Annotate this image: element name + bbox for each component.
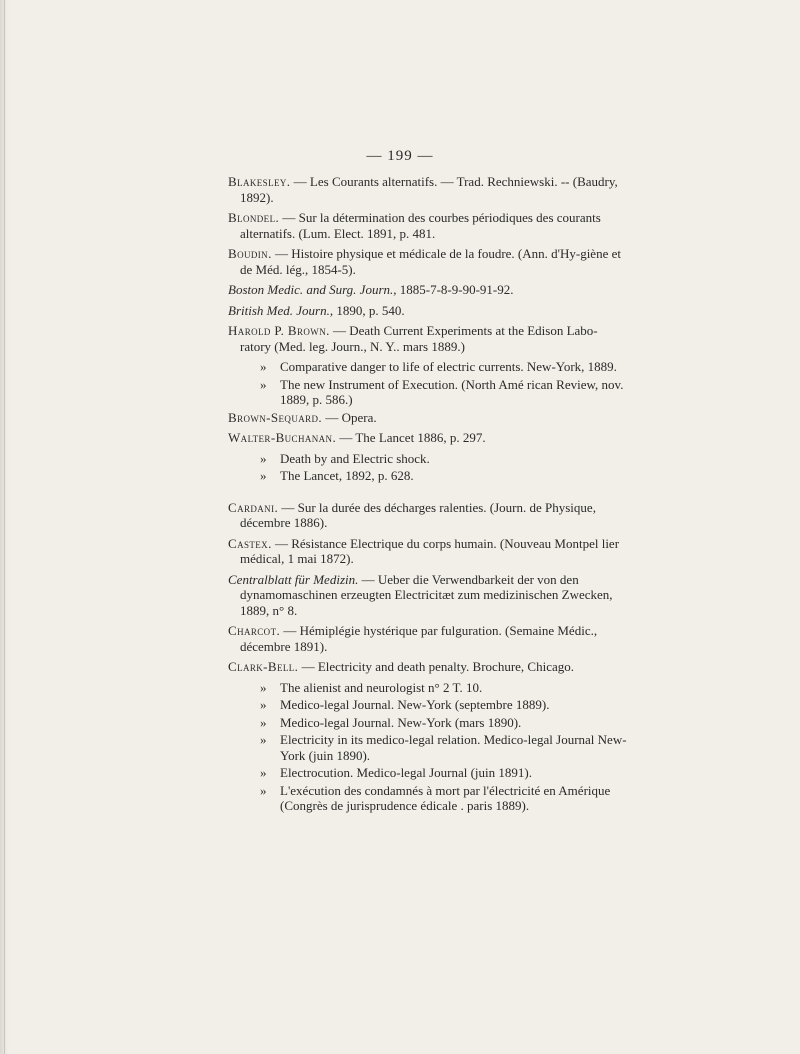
entry-author: Walter-Buchanan. <box>228 430 337 445</box>
ditto-mark: » <box>260 450 267 466</box>
entry-text: — The Lancet 1886, p. 297. <box>336 430 486 445</box>
ditto-mark: » <box>260 732 267 747</box>
sub-entry <box>260 451 628 467</box>
sub-entry <box>260 359 628 375</box>
bibliography-entry <box>228 323 628 354</box>
bibliography-entry <box>228 303 628 319</box>
ditto-mark: » <box>260 782 267 798</box>
entry-text: 1885-7-8-9-90-91-92. <box>396 282 514 297</box>
sub-entry <box>260 765 628 781</box>
sub-entry <box>260 732 628 763</box>
sub-entry-text: Electrocution. Medico-legal Journal (juin 1891). <box>280 765 532 780</box>
page-number: — 199 — <box>366 148 434 164</box>
bibliography-entry <box>228 410 628 426</box>
entry-author: Blakesley. <box>228 174 291 189</box>
entry-text: — Opera. <box>322 409 377 425</box>
bibliography-entry <box>228 282 628 298</box>
sub-entry-text: Medico-legal Journal. New-York (mars 1890). <box>280 714 522 730</box>
sub-entry <box>260 468 628 484</box>
entry-text: — Résistance Electrique du corps humain. (Nouveau Montpel lier médical, 1 mai 1872). <box>240 535 620 566</box>
entry-author: Charcot. <box>228 623 281 638</box>
ditto-mark: » <box>260 376 267 392</box>
sub-entry-text: Medico-legal Journal. New-York (septembre 1889). <box>280 697 550 712</box>
bibliography-entry <box>228 572 628 619</box>
bibliography-entry <box>228 536 628 567</box>
sub-entry-text: L'exécution des condamnés à mort par l'électricité en Amérique (Congrès de jurisprudence édicale . paris 1889). <box>280 782 611 813</box>
entry-journal: British Med. Journ., <box>228 302 334 318</box>
sub-entry <box>260 715 628 731</box>
entry-author: Castex. <box>228 535 272 551</box>
entry-author: Blondel. <box>228 210 280 225</box>
ditto-mark: » <box>260 714 267 730</box>
sub-entry <box>260 783 628 814</box>
sub-entry-text: The Lancet, 1892, p. 628. <box>280 468 414 483</box>
ditto-mark: » <box>260 359 267 374</box>
entry-text: 1890, p. 540. <box>333 302 405 318</box>
entry-author: Brown-Sequard. <box>228 409 323 425</box>
entry-text: — Sur la durée des décharges ralenties. (Journ. de Physique, décembre 1886). <box>240 499 596 530</box>
bibliography-entry <box>228 210 628 241</box>
entry-author: Harold P. Brown. <box>228 323 330 338</box>
entry-text: — Death Current Experiments at the Edison Labo-ratory (Med. leg. Journ., N. Y.. mars 1889.) <box>240 323 598 354</box>
ditto-mark: » <box>260 468 267 483</box>
sub-entry <box>260 377 628 408</box>
sub-entry <box>260 680 628 696</box>
bibliography-entry <box>228 623 628 654</box>
sub-entry-text: The new Instrument of Execution. (North Amé rican Review, nov. 1889, p. 586.) <box>280 376 624 407</box>
entry-text: — Histoire physique et médicale de la foudre. (Ann. d'Hy-giène et de Méd. lég., 1854-5). <box>240 246 621 277</box>
ditto-mark: » <box>260 765 267 780</box>
bibliography-list <box>228 174 628 816</box>
bibliography-entry <box>228 430 628 446</box>
bibliography-entry <box>228 659 628 675</box>
sub-entry-text: Death by and Electric shock. <box>280 450 430 466</box>
entry-journal: Boston Medic. and Surg. Journ., <box>228 282 397 297</box>
entry-author: Boudin. <box>228 246 272 261</box>
bibliography-entry <box>228 500 628 531</box>
entry-journal: Centralblatt für Medizin. <box>228 571 359 587</box>
entry-text: — Sur la détermination des courbes périodiques des courants alternatifs. (Lum. Elect. 1891, p. 481. <box>240 210 601 241</box>
bibliography-entry <box>228 246 628 277</box>
entry-author: Cardani. <box>228 499 279 515</box>
sub-entry-text: The alienist and neurologist n° 2 T. 10. <box>280 679 483 695</box>
sub-entry-text: Comparative danger to life of electric currents. New-York, 1889. <box>280 359 617 374</box>
entry-text: — Electricity and death penalty. Brochure, Chicago. <box>298 659 575 674</box>
entry-text: — Ueber die Verwendbarkeit der von den dynamomaschinen erzeugten Electricitæt zum medizinischen Zwecken, 1889, n° 8. <box>240 571 613 618</box>
sub-entry <box>260 697 628 713</box>
sub-entry-text: Electricity in its medico-legal relation. Medico-legal Journal New-York (juin 1890). <box>280 732 627 763</box>
ditto-mark: » <box>260 679 267 695</box>
ditto-mark: » <box>260 697 267 712</box>
entry-author: Clark-Bell. <box>228 659 299 674</box>
entry-text: — Les Courants alternatifs. — Trad. Rechniewski. -- (Baudry, 1892). <box>240 174 618 205</box>
bibliography-entry <box>228 174 628 205</box>
entry-text: — Hémiplégie hystérique par fulguration. (Semaine Médic., décembre 1891). <box>240 623 598 654</box>
